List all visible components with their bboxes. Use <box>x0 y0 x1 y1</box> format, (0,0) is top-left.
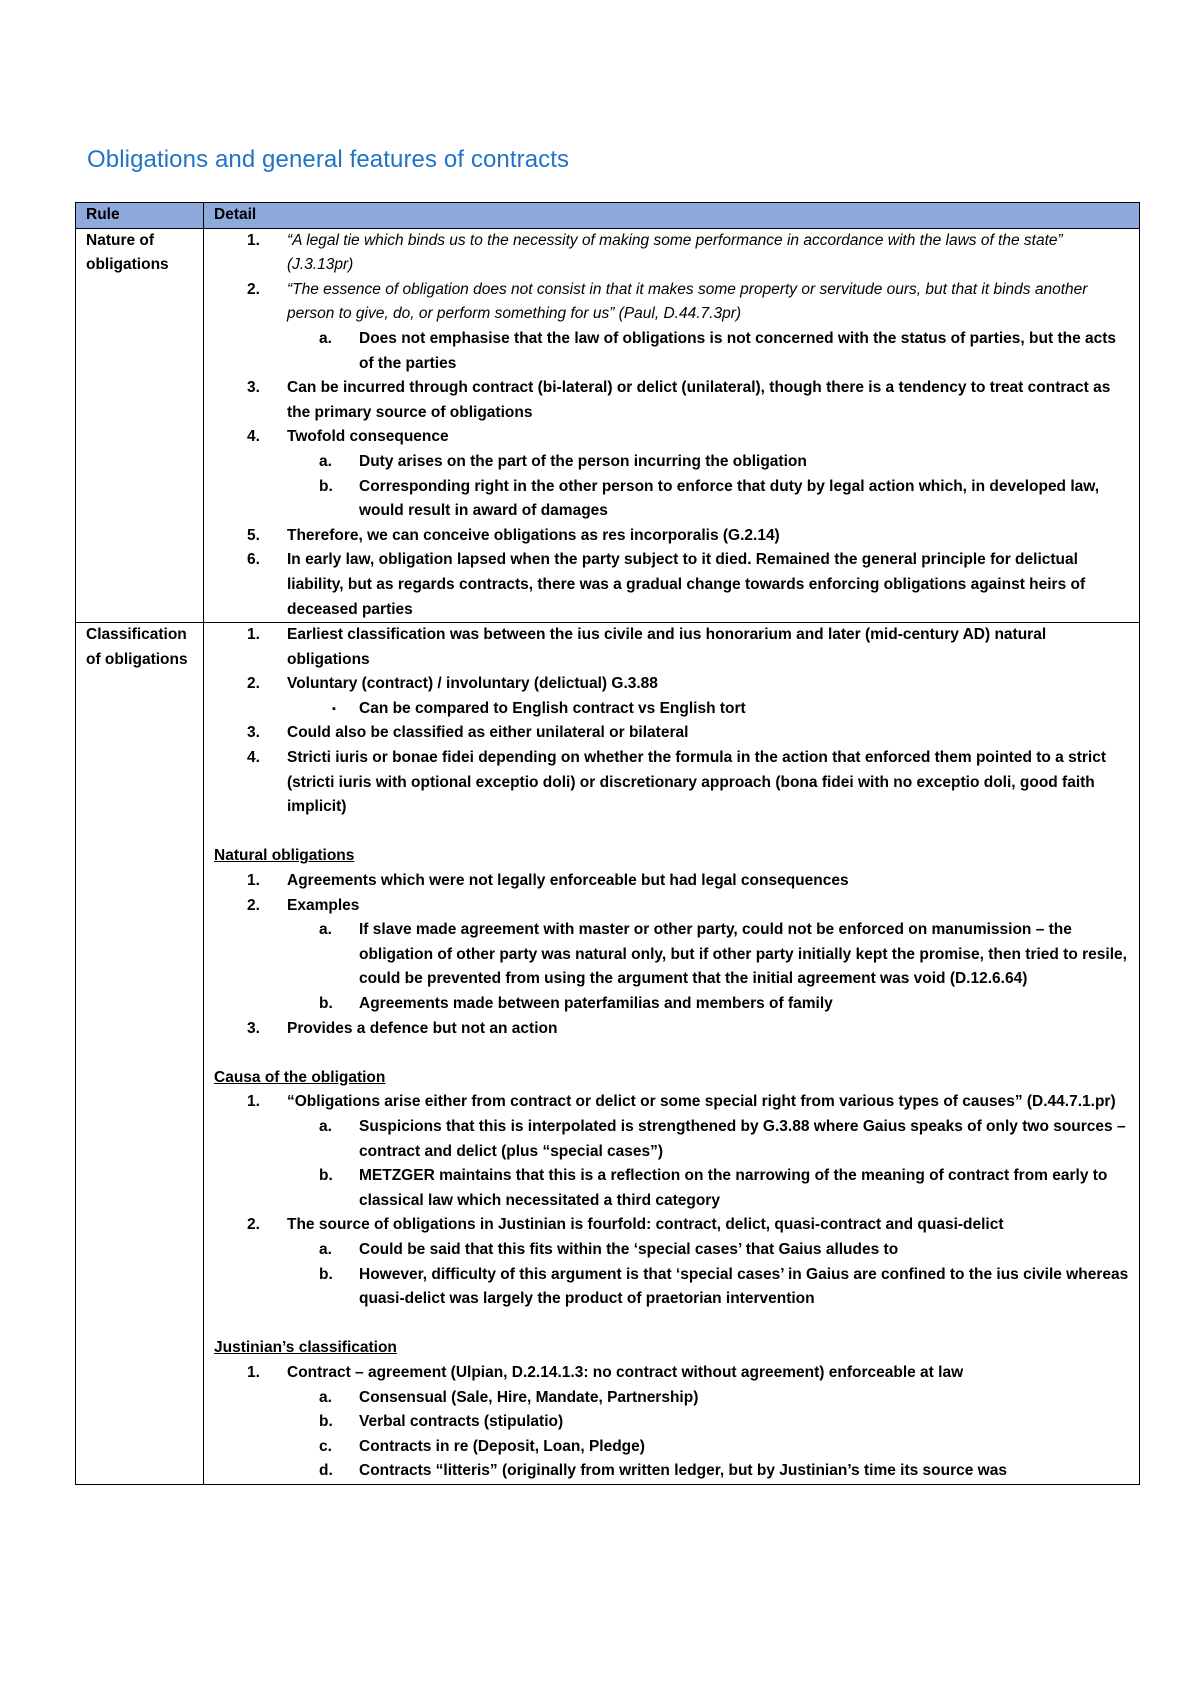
numbered-list <box>214 229 1133 623</box>
list-item: 4. Twofold consequence a. Duty arises on the part of the person incurring the obligation b. Corresponding right in the other person to enforce that duty by legal action which, in developed law, would result in award of damages <box>214 425 1133 523</box>
sub-list-item: d. Contracts “litteris” (originally from written ledger, but by Justinian’s time its source was <box>319 1462 1007 1480</box>
list-item: 1. “A legal tie which binds us to the necessity of making some performance in accordance with the laws of the state” (J.3.13pr) <box>247 231 1063 274</box>
numbered-list <box>214 1361 1133 1484</box>
list-item: 1. Agreements which were not legally enforceable but had legal consequences <box>247 872 849 890</box>
table-header-row <box>76 203 1140 229</box>
sub-list-item: a. Consensual (Sale, Hire, Mandate, Partnership) <box>319 1388 699 1406</box>
list-item: 3. Provides a defence but not an action <box>247 1019 558 1037</box>
list-item: 1. “Obligations arise either from contract or delict or some special right from various types of causes” (D.44.7.1.pr) a. Suspicions that this is interpolated is strengthened by G.3.88 where Gaius speaks of only two sources – contract and delict (plus “special cases”) b. METZGER maintains that this is a reflection on the narrowing of the meaning of contract from early to classical law which necessitated a third category <box>214 1090 1133 1213</box>
list-item: 2. The source of obligations in Justinian is fourfold: contract, delict, quasi-contract and quasi-delict a. Could be said that this fits within the ‘special cases’ that Gaius alludes to b. However, difficulty of this argument is that ‘special cases’ in Gaius are confined to the ius civile whereas quasi-delict was largely the product of praetorian intervention <box>214 1213 1133 1311</box>
table-row <box>76 623 1140 1485</box>
sub-list-item: b. However, difficulty of this argument is that ‘special cases’ in Gaius are confined to the ius civile whereas quasi-delict was largely the product of praetorian intervention <box>319 1265 1129 1308</box>
numbered-list <box>214 1090 1133 1311</box>
section-heading-justinian-classification: Justinian’s classification <box>214 1339 397 1357</box>
numbered-list <box>214 623 1133 820</box>
sub-list <box>287 450 1133 524</box>
sub-list-item: a. Duty arises on the part of the person incurring the obligation <box>319 452 807 470</box>
table-row <box>76 228 1140 623</box>
sub-list <box>287 1238 1133 1312</box>
sub-list-item: a. Could be said that this fits within the ‘special cases’ that Gaius alludes to <box>319 1240 899 1258</box>
rules-table <box>75 202 1140 1485</box>
list-item: 4. Stricti iuris or bonae fidei depending on whether the formula in the action that enforced them pointed to a strict (stricti iuris with optional exceptio doli) or discretionary approach (bona fidei with no exceptio doli, good faith implicit) <box>247 749 1106 816</box>
sub-list <box>287 1115 1133 1213</box>
section-heading-natural-obligations: Natural obligations <box>214 847 355 865</box>
list-item: 3. Can be incurred through contract (bi-lateral) or delict (unilateral), though there is a tendency to treat contract as the primary source of obligations <box>247 379 1111 421</box>
list-item: 2. “The essence of obligation does not consist in that it makes some property or servitude ours, but that it binds another person to give, do, or perform something for us” (Paul, D.44.7.3pr) a. Does not emphasise that the law of obligations is not concerned with the status of parties, but the acts of the parties <box>214 278 1133 376</box>
detail-cell <box>204 228 1140 623</box>
section-heading-causa: Causa of the obligation <box>214 1068 386 1086</box>
list-item: 1. Contract – agreement (Ulpian, D.2.14.1.3: no contract without agreement) enforceable at law a. Consensual (Sale, Hire, Mandate, Partnership) b. Verbal contracts (stipulatio) c. Contracts in re (Deposit, Loan, Pledge) d. Contracts “litteris” (originally from written ledger, but by Justinian’s time its source was <box>214 1361 1133 1484</box>
list-item: 6. In early law, obligation lapsed when the party subject to it died. Remained the general principle for delictual liability, but as regards contracts, there was a gradual change towards enforcing obligations against heirs of deceased parties <box>247 551 1086 618</box>
sub-list-item: b. Verbal contracts (stipulatio) <box>319 1413 564 1431</box>
rule-cell: Nature of obligations <box>76 228 204 623</box>
numbered-list <box>214 869 1133 1041</box>
sub-list-item: a. If slave made agreement with master or other party, could not be enforced on manumission – the obligation of other party was natural only, but if other party initially kept the promise, then tried to resile, could be prevented from using the argument that the initial agreement was void (D.12.6.64) <box>319 921 1127 988</box>
sub-list-item: b. Agreements made between paterfamilias and members of family <box>319 995 833 1012</box>
bullet-list <box>287 697 1133 722</box>
sub-list-item: a. Does not emphasise that the law of obligations is not concerned with the status of parties, but the acts of the parties <box>319 329 1117 372</box>
list-item: 2. Examples a. If slave made agreement with master or other party, could not be enforced on manumission – the obligation of other party was natural only, but if other party initially kept the promise, then tried to resile, could be prevented from using the argument that the initial agreement was void (D.12.6.64) b. Agreements made between paterfamilias and members of family <box>214 894 1133 1017</box>
sub-list-item: b. METZGER maintains that this is a reflection on the narrowing of the meaning of contract from early to classical law which necessitated a third category <box>319 1167 1108 1209</box>
rule-cell: Classification of obligations <box>76 623 204 1485</box>
page-title: Obligations and general features of contracts <box>87 146 570 173</box>
sub-list-item: b. Corresponding right in the other person to enforce that duty by legal action which, in developed law, would result in award of damages <box>319 477 1100 520</box>
sub-list <box>287 1386 1133 1484</box>
sub-list <box>287 918 1133 1016</box>
sub-list-item: c. Contracts in re (Deposit, Loan, Pledge) <box>319 1437 645 1455</box>
detail-cell <box>204 623 1140 1485</box>
sub-list <box>287 327 1133 376</box>
column-header-detail: Detail <box>204 203 1140 229</box>
list-item: 1. Earliest classification was between the ius civile and ius honorarium and later (mid-century AD) natural obligations <box>247 626 1047 668</box>
list-item: 5. Therefore, we can conceive obligations as res incorporalis (G.2.14) <box>247 526 780 544</box>
list-item: 2. Voluntary (contract) / involuntary (delictual) G.3.88 ▪ Can be compared to English contract vs English tort <box>214 672 1133 721</box>
sub-list-item: a. Suspicions that this is interpolated is strengthened by G.3.88 where Gaius speaks of only two sources – contract and delict (plus “special cases”) <box>319 1117 1126 1160</box>
list-item: 3. Could also be classified as either unilateral or bilateral <box>247 724 689 742</box>
column-header-rule: Rule <box>76 203 204 229</box>
bullet-item: ▪ Can be compared to English contract vs English tort <box>332 699 746 717</box>
